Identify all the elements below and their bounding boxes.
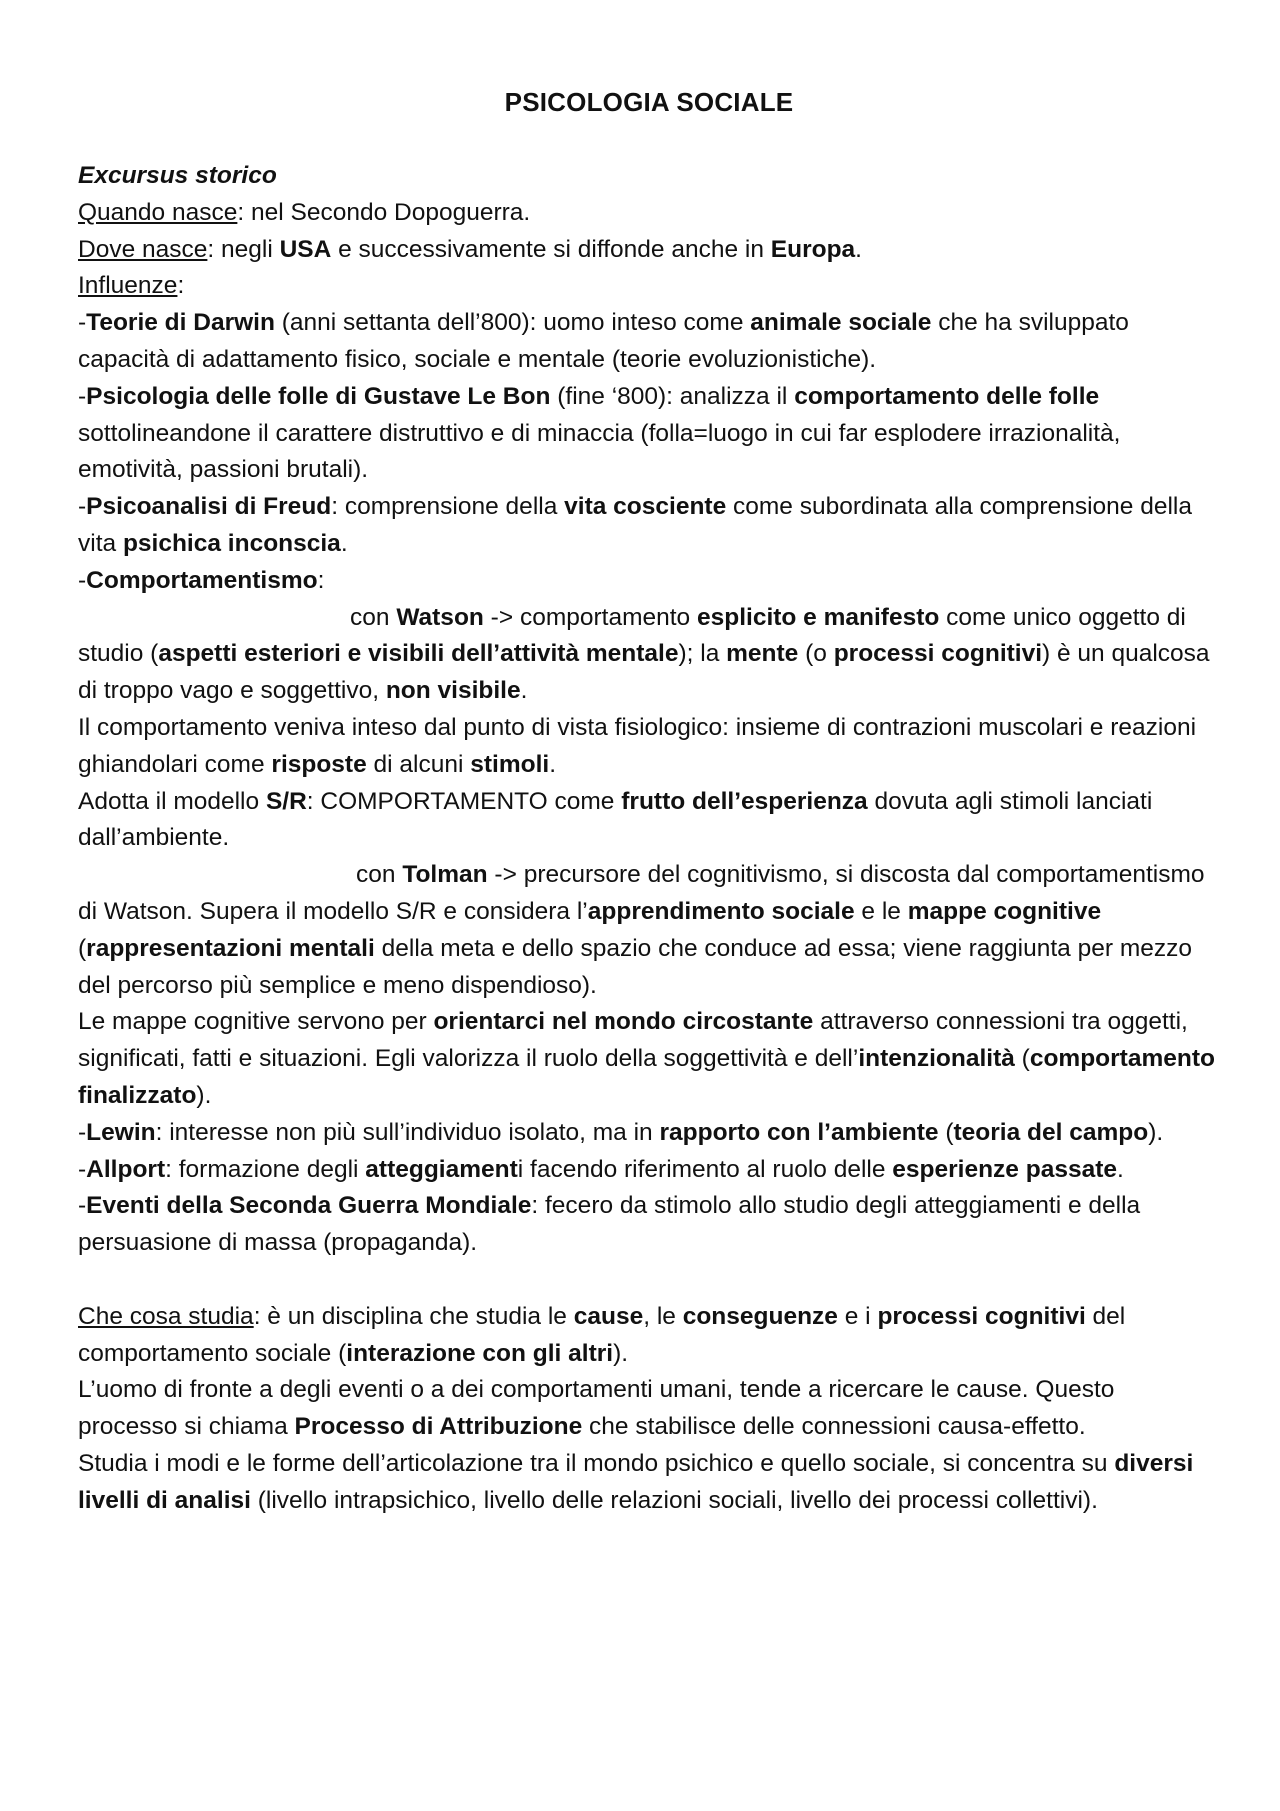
label-what: Che cosa studia [78, 1302, 254, 1330]
paragraph-levels: Studia i modi e le forme dell’articolazione tra il mondo psichico e quello sociale, si concentra su diversi livelli di analisi (livello intrapsichico, livello delle relazioni sociali, livello dei processi collettivi). [78, 1449, 1194, 1514]
paragraph-watson: con Watson -> comportamento esplicito e manifesto come unico oggetto di studio (aspetti esteriori e visibili dell’attività mentale); la mente (o processi cognitivi) è un qualcosa di troppo vago e soggettivo, non visibile. [78, 603, 1210, 705]
paragraph-darwin: -Teorie di Darwin (anni settanta dell’800): uomo inteso come animale sociale che ha sviluppato capacità di adattamento fisico, sociale e mentale (teorie evoluzionistiche). [78, 309, 1129, 373]
section-heading: Excursus storico [78, 162, 277, 189]
paragraph-attribution: L’uomo di fronte a degli eventi o a dei comportamenti umani, tende a ricercare le cause. Questo processo si chiama Processo di Attribuzione che stabilisce delle connessioni causa-effetto. [78, 1376, 1115, 1441]
paragraph-freud: -Psicoanalisi di Freud: comprensione della vita cosciente come subordinata alla comprensione della vita psichica inconscia. [78, 493, 1192, 557]
paragraph-behaviorism: -Comportamentismo: [78, 566, 325, 594]
paragraph-influences: Influenze: [78, 272, 185, 300]
paragraph-physiology: Il comportamento veniva inteso dal punto di vista fisiologico: insieme di contrazioni muscolari e reazioni ghiandolari come risposte di alcuni stimoli. [78, 713, 1197, 778]
paragraph-sr-model: Adotta il modello S/R: COMPORTAMENTO come frutto dell’esperienza dovuta agli stimoli lanciati dall’ambiente. [78, 787, 1153, 852]
paragraph-lebon: -Psicologia delle folle di Gustave Le Bon (fine ‘800): analizza il comportamento delle folle sottolineandone il carattere distruttivo e di minaccia (folla=luogo in cui far esplodere irrazionalità, emotività, passioni brutali). [78, 382, 1121, 484]
page-title: PSICOLOGIA SOCIALE [504, 87, 794, 117]
label-when: Quando nasce [78, 198, 238, 226]
label-where: Dove nasce [78, 235, 208, 263]
paragraph-cognitive-maps: Le mappe cognitive servono per orientarci nel mondo circostante attraverso connessioni tra oggetti, significati, fatti e situazioni. Egli valorizza il ruolo della soggettività e dell’intenzionalità (comportamento finalizzato). [78, 1008, 1215, 1109]
paragraph-allport: -Allport: formazione degli atteggiamenti facendo riferimento al ruolo delle esperienze passate. [78, 1155, 1124, 1183]
paragraph-when: Quando nasce: nel Secondo Dopoguerra. [78, 198, 531, 226]
label-influences: Influenze [78, 272, 178, 300]
paragraph-war: -Eventi della Seconda Guerra Mondiale: fecero da stimolo allo studio degli atteggiamenti e della persuasione di massa (propaganda). [78, 1192, 1141, 1257]
paragraph-what-it-studies: Che cosa studia: è un disciplina che studia le cause, le conseguenze e i processi cognitivi del comportamento sociale (interazione con gli altri). [78, 1302, 1126, 1367]
paragraph-spacer [78, 1262, 1220, 1299]
paragraph-lewin: -Lewin: interesse non più sull’individuo isolato, ma in rapporto con l’ambiente (teoria del campo). [78, 1118, 1164, 1146]
paragraph-tolman: con Tolman -> precursore del cognitivismo, si discosta dal comportamentismo di Watson. Supera il modello S/R e considera l’apprendimento sociale e le mappe cognitive (rappresentazioni mentali della meta e dello spazio che conduce ad essa; viene raggiunta per mezzo del percorso più semplice e meno dispendioso). [78, 861, 1205, 999]
paragraph-where: Dove nasce: negli USA e successivamente si diffonde anche in Europa. [78, 235, 862, 263]
